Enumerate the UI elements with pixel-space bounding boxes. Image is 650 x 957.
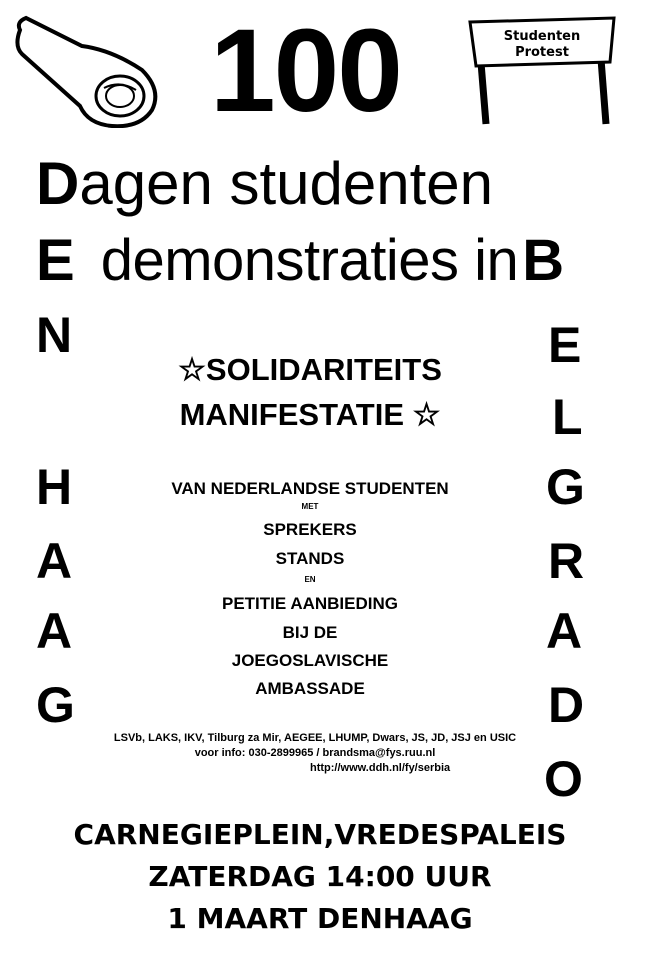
title-line2-cap: E — [36, 228, 75, 293]
left-letter: A — [36, 533, 73, 589]
details-met: MET — [301, 502, 319, 511]
organisers-line-2: voor info: 030-2899965 / brandsma@fys.ruu.nl — [194, 747, 436, 759]
manifestation-line-2: MANIFESTATIE ☆ — [179, 397, 441, 432]
headline-number: 100 — [210, 5, 401, 137]
title-line2-rest: demonstraties in — [100, 228, 519, 293]
title-line2-cap-right: B — [522, 228, 565, 293]
details-van: VAN NEDERLANDSE STUDENTEN — [171, 479, 449, 498]
details-ambassade: AMBASSADE — [255, 679, 365, 698]
event-time: ZATERDAG 14:00 UUR — [148, 860, 492, 893]
protest-banner-icon — [458, 12, 620, 130]
details-petitie: PETITIE AANBIEDING — [222, 594, 398, 613]
organisers-line-1: LSVb, LAKS, IKV, Tilburg za Mir, AEGEE, LHUMP, Dwars, JS, JD, JSJ en USIC — [113, 732, 517, 744]
manifestation-line-1: ☆SOLIDARITEITS — [178, 352, 442, 387]
right-letter: A — [546, 603, 583, 659]
event-location: CARNEGIEPLEIN,VREDESPALEIS — [73, 818, 567, 851]
title-line-1 — [36, 150, 494, 217]
banner-text-line1: Studenten — [503, 29, 581, 44]
right-letter: D — [548, 677, 585, 733]
title-line1-rest: agen studenten — [79, 150, 494, 217]
details-bij-de: BIJ DE — [282, 623, 338, 642]
event-date: 1 MAART DENHAAG — [167, 902, 473, 935]
right-letter: L — [552, 389, 583, 445]
details-en: EN — [304, 575, 316, 584]
details-sprekers: SPREKERS — [263, 520, 357, 539]
organisers-url: http://www.ddh.nl/fy/serbia — [310, 762, 451, 774]
left-letter: H — [36, 459, 73, 515]
title-line1-cap: D — [36, 150, 80, 217]
banner-text-line2: Protest — [515, 45, 569, 60]
title-line-2 — [36, 228, 565, 293]
right-letter: E — [548, 317, 582, 373]
left-letter: A — [36, 603, 73, 659]
right-letter: G — [546, 459, 585, 515]
whistle-icon — [12, 10, 162, 128]
left-letter: N — [36, 307, 73, 363]
left-letter: G — [36, 677, 75, 733]
details-stands: STANDS — [275, 549, 345, 568]
right-letter: R — [548, 533, 585, 589]
right-letter: O — [544, 751, 583, 807]
details-joegoslavische: JOEGOSLAVISCHE — [231, 651, 389, 670]
